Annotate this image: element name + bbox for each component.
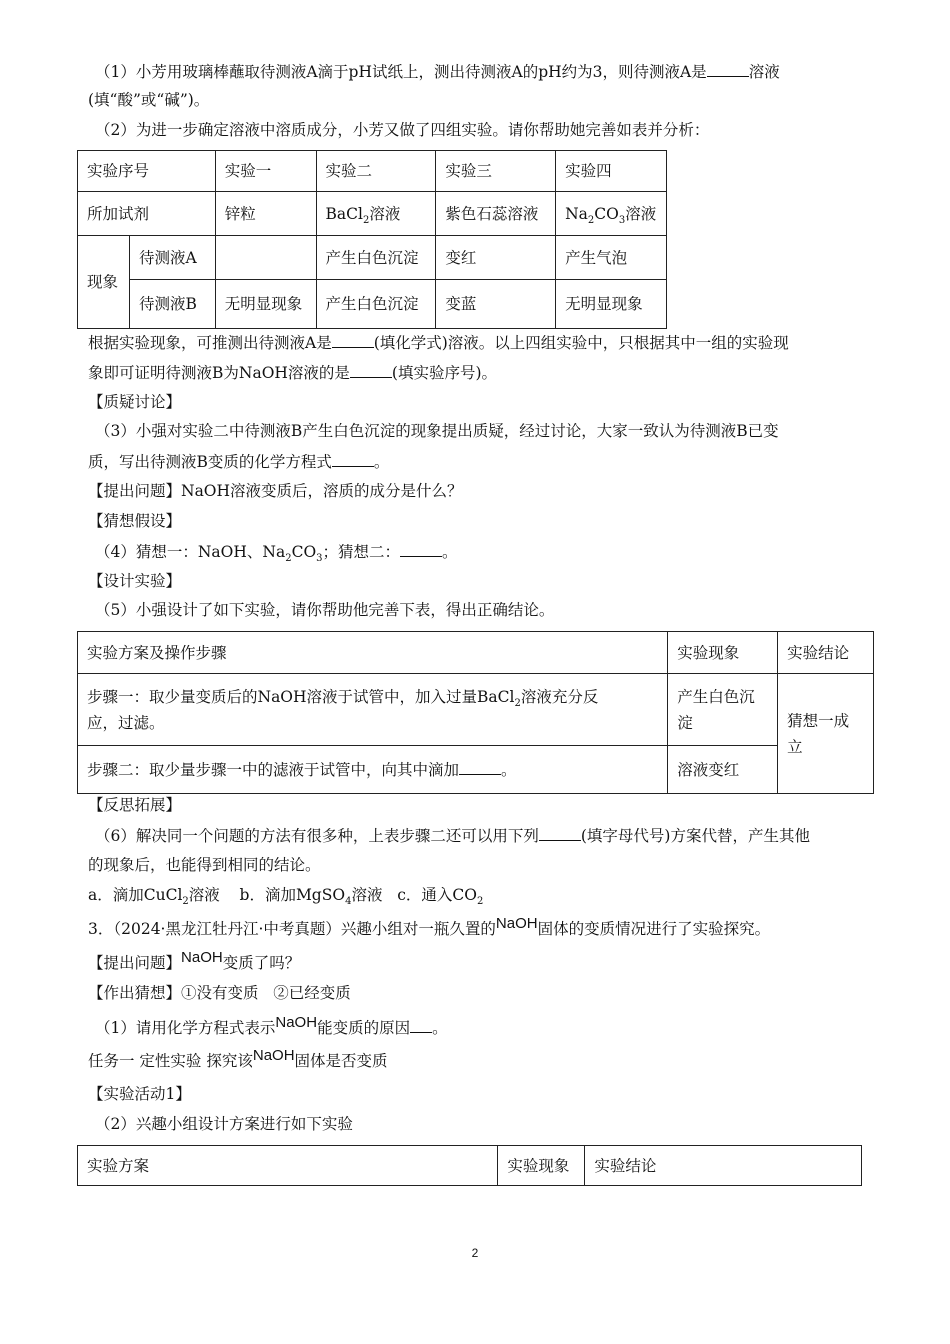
q1-line2: (填“酸”或“碱”)。: [88, 91, 210, 109]
step1-cell: 步骤一：取少量变质后的NaOH溶液于试管中，加入过量BaCl$_2$溶液充分反 应，过滤。: [78, 674, 668, 746]
table1-reagent-row: [78, 192, 667, 236]
table2-step2-row: [78, 746, 874, 794]
th-conclusion: 实验结论: [585, 1146, 862, 1186]
answer-blank: [459, 758, 501, 775]
option-a: a．滴加CuCl$_2$溶液: [88, 886, 220, 908]
q4-line: （4）猜想一：NaOH、$Na_2CO_3$；猜想二： 。: [95, 540, 458, 563]
step2-phenomenon: 溶液变红: [668, 746, 778, 794]
th-plan: 实验方案: [78, 1146, 498, 1186]
table-cell: 变红: [436, 236, 556, 280]
q5-text: （5）小强设计了如下实验，请你帮助他完善下表，得出正确结论。: [95, 601, 555, 619]
q6-line1: （6）解决同一个问题的方法有很多种，上表步骤二还可以用下列 (填字母代号)方案代替，产生其他: [95, 824, 810, 847]
th-exp1: 实验一: [215, 151, 316, 192]
q1-line1: （1）小芳用玻璃棒蘸取待测液A滴于pH试纸上，测出待测液A的pH约为3，则待测液A是 溶液: [95, 60, 780, 83]
heading-reflect: 【反思拓展】: [88, 796, 182, 814]
experiment-table-3: [77, 1145, 862, 1186]
table-cell: 无明显现象: [215, 280, 316, 329]
experiment-table-1: [77, 150, 667, 329]
th-exp4: 实验四: [556, 151, 667, 192]
answer-blank: [332, 450, 374, 467]
q3-line1: （3）小强对实验二中待测液B产生白色沉淀的现象提出质疑，经过讨论，大家一致认为待测液B已变: [95, 422, 779, 440]
answer-blank: [707, 60, 749, 77]
heading-question: 【提出问题】NaOH溶液变质后，溶质的成分是什么？: [88, 482, 463, 500]
table1-solution-b-row: [78, 280, 667, 329]
table-cell: [215, 236, 316, 280]
reagent-label: 所加试剂: [78, 192, 216, 236]
page-number: 2: [471, 1246, 479, 1260]
answer-blank: [350, 361, 392, 378]
reagent-cell: BaCl$_2$溶液: [316, 192, 436, 236]
table1-header-row: [78, 151, 667, 192]
solution-b-label: 待测液B: [129, 280, 215, 329]
th-exp2: 实验二: [316, 151, 436, 192]
table-cell: 变蓝: [436, 280, 556, 329]
table2-step1-row: [78, 674, 874, 746]
th-plan: 实验方案及操作步骤: [78, 632, 668, 674]
solution-a-label: 待测液A: [129, 236, 215, 280]
table3-header-row: [78, 1146, 862, 1186]
after1-line1: 根据实验现象，可推测出待测液A是 (填化学式)溶液。以上四组实验中，只根据其中一组的实验现: [88, 331, 789, 354]
q6-line2: 的现象后，也能得到相同的结论。: [88, 856, 321, 874]
th-phenomenon: 实验现象: [668, 632, 778, 674]
conclusion-cell: 猜想一成 立: [778, 674, 874, 794]
table-cell: 产生白色沉淀: [316, 236, 436, 280]
answer-blank: [410, 1016, 432, 1033]
task1-line: 任务一 定性实验 探究该NaOH固体是否变质: [88, 1047, 388, 1070]
problem3-q2: （2）兴趣小组设计方案进行如下实验: [95, 1115, 353, 1133]
phenomenon-label: 现象: [78, 236, 130, 329]
th-seq: 实验序号: [78, 151, 216, 192]
th-phenomenon: 实验现象: [498, 1146, 585, 1186]
heading-hypothesis: 【猜想假设】: [88, 512, 182, 530]
table2-header-row: [78, 632, 874, 674]
th-conclusion: 实验结论: [778, 632, 874, 674]
q3-line2: 质，写出待测液B变质的化学方程式 。: [88, 450, 389, 473]
problem3-title: 3．（2024·黑龙江牡丹江·中考真题）兴趣小组对一瓶久置的NaOH固体的变质情况进行了实验探究。: [88, 915, 771, 938]
reagent-cell: 锌粒: [215, 192, 316, 236]
option-b: b．滴加MgSO$_4$溶液: [239, 886, 383, 908]
heading-design: 【设计实验】: [88, 572, 182, 590]
problem3-q1: （1）请用化学方程式表示NaOH能变质的原因 。: [95, 1014, 448, 1037]
table-cell: 无明显现象: [556, 280, 667, 329]
reagent-cell: $Na_2CO_3$溶液: [556, 192, 667, 236]
q2-text: （2）为进一步确定溶液中溶质成分，小芳又做了四组实验。请你帮助她完善如表并分析：: [95, 121, 710, 139]
table-cell: 产生白色沉淀: [316, 280, 436, 329]
heading-discuss: 【质疑讨论】: [88, 393, 182, 411]
th-exp3: 实验三: [436, 151, 556, 192]
problem3-question: 【提出问题】NaOH变质了吗？: [88, 949, 301, 972]
problem3-hypothesis: 【作出猜想】①没有变质 ②已经变质: [88, 984, 351, 1002]
step2-cell: 步骤二：取少量步骤一中的滤液于试管中，向其中滴加 。: [78, 746, 668, 794]
step1-phenomenon: 产生白色沉 淀: [668, 674, 778, 746]
experiment-table-2: [77, 631, 874, 794]
table-cell: 产生气泡: [556, 236, 667, 280]
reagent-cell: 紫色石蕊溶液: [436, 192, 556, 236]
option-c: c．通入$CO_2$: [397, 886, 484, 908]
table1-solution-a-row: [78, 236, 667, 280]
answer-blank: [332, 331, 374, 348]
after1-line2: 象即可证明待测液B为NaOH溶液的是 (填实验序号)。: [88, 361, 497, 384]
answer-blank: [539, 824, 581, 841]
answer-blank: [400, 540, 442, 557]
options-line: [88, 884, 483, 906]
heading-activity1: 【实验活动1】: [88, 1085, 191, 1103]
